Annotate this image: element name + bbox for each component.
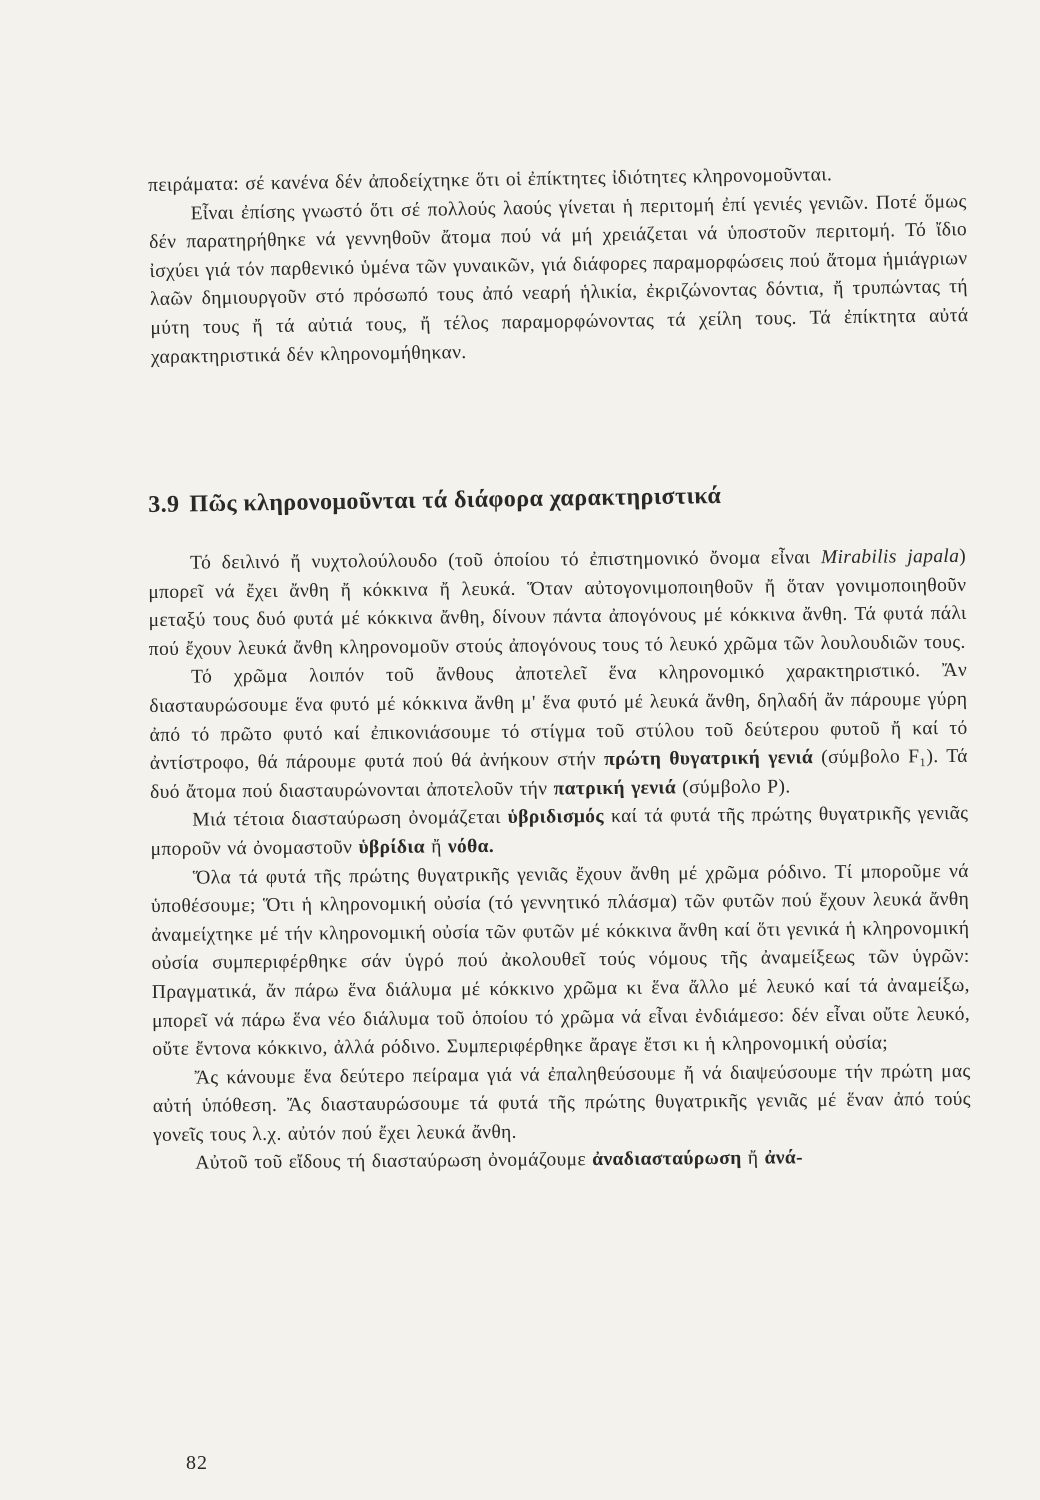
section-title: Πῶς κληρονομοῦνται τά διάφορα χαρακτηριστικά <box>189 482 722 518</box>
section-heading <box>148 483 721 519</box>
paragraph-backcross <box>153 1143 971 1179</box>
term-bastards: νόθα. <box>447 835 495 858</box>
paragraph-circumcision: Εἶναι ἐπίσης γνωστό ὅτι σέ πολλούς λαούς γίνεται ἡ περιτομή ἐπί γενιές γενιῶν. Ποτέ ὅμως δέν παρατηρήθηκε νά γεννηθοῦν ἄτομα πού νά μή χρειάζεται νά ὑποστοῦν περιτομή. Τό ἴδιο ἰσχύει γιά τόν παρθενικό ὑμένα τῶν γυναικῶν, γιά διάφορες παραμορφώσεις πού ἄτομα ἡμιάγριων λαῶν δημιουργοῦν στό πρόσωπό τους ἀπό νεαρή ἡλικία, ἐκριζώνοντας δόντια, ἤ τρυπώντας τή μύτη τους ἤ τά αὐτιά τους, ἤ τέλος παραμορφώνοντας τά χείλη τους. Τά ἐπίκτητα αὐτά χαρακτηριστικά δέν κληρονομήθηκαν. <box>148 190 969 368</box>
page-number: 82 <box>186 1452 208 1474</box>
text-run: Τό χρῶμα λοιπόν τοῦ ἄνθους ἀποτελεῖ ἕνα κληρονομικό χαρακτηριστικό. Ἄν διασταυρώσουμε ἕνα φυτό μέ κόκκινα ἄνθη μ' ἕνα φυτό μέ λευκά ἄνθη, δηλαδή ἄν πάρουμε γύρη ἀπό τό πρῶτο φυτό καί ἐπικονιάσουμε τό στίγμα τοῦ στύλου τοῦ δεύτερου φυτοῦ ἤ καί τό ἀντίστροφο, θά πάρουμε φυτά πού θά ἀνήκουν στήν <box>149 660 968 775</box>
paragraph-hybridization <box>150 800 968 864</box>
term-backcross: ἀναδιασταύρωση <box>592 1148 742 1171</box>
text-run: Μιά τέτοια διασταύρωση ὀνομάζεται <box>192 807 508 831</box>
paragraph-flower-color <box>149 657 968 807</box>
term-first-filial: πρώτη θυγατρική γενιά <box>603 747 814 771</box>
text-run: ἤ <box>741 1148 765 1170</box>
term-parental: πατρική γενιά <box>553 777 677 800</box>
paragraph-mirabilis <box>148 543 967 665</box>
section-number: 3.9 <box>148 491 180 518</box>
text-run: (σύμβολο F₁). Τά δυό ἄτομα πού διασταυρώνονται ἀποτελοῦν τήν <box>150 746 968 803</box>
term-hybridization: ὑβριδισμός <box>507 806 605 829</box>
term-backcross-cont: ἀνά- <box>764 1147 804 1170</box>
text-run: ) μπορεῖ νά ἔχει ἄνθη ἤ κόκκινα ἤ λευκά. Ὅταν αὐτογονιμοποιηθοῦν ἤ ὅταν γονιμοποιηθοῦν μεταξύ τους δυό φυτά μέ κόκκινα ἄνθη, δίνουν πάντα ἀπογόνους μέ κόκκινα ἄνθη. Τά φυτά πάλι πού ἔχουν λευκά ἄνθη κληρονομοῦν στούς ἀπογόνους τους τό λευκό χρῶμα τῶν λουλουδιῶν τους. <box>148 545 967 660</box>
text-run: Αὐτοῦ τοῦ εἴδους τή διασταύρωση ὀνομάζουμε <box>195 1149 593 1175</box>
paragraph-second-experiment: Ἄς κάνουμε ἕνα δεύτερο πείραμα γιά νά ἐπαληθεύσουμε ἤ νά διαψεύσουμε τήν πρώτη μας αὐτή ὑπόθεση. Ἄς διασταυρώσουμε τά φυτά τῆς πρώτης θυγατρικῆς γενιᾶς μέ ἕναν ἀπό τούς γονεῖς τους λ.χ. αὐτόν πού ἔχει λευκά ἄνθη. <box>152 1060 971 1146</box>
paragraph-pink-hypothesis: Ὅλα τά φυτά τῆς πρώτης θυγατρικῆς γενιᾶς ἔχουν ἄνθη μέ χρῶμα ρόδινο. Τί μποροῦμε νά ὑποθέσουμε; Ὅτι ἡ κληρονομική οὐσία (τό γεννητικό πλάσμα) τῶν φυτῶν πού ἔχουν λευκά ἄνθη ἀναμείχτηκε μέ τήν κληρονομική οὐσία τῶν φυτῶν μέ κόκκινα ἄνθη καί ὅτι γενικά ἡ κληρονομική οὐσία συμπεριφέρθηκε σάν ὑγρό πού ἀκολουθεῖ τούς νόμους τῆς ἀναμείξεως τῶν ὑγρῶν: Πραγματικά, ἄν πάρω ἕνα διάλυμα μέ κόκκινο χρῶμα κι ἕνα ἄλλο μέ λευκό καί τά ἀναμείξω, μπορεῖ νά πάρω ἕνα νέο διάλυμα τοῦ ὁποίου τό χρῶμα νά εἶναι ἐνδιάμεσο: δέν εἶναι οὔτε λευκό, οὔτε ἔντονα κόκκινο, ἀλλά ρόδινο. Συμπεριφέρθηκε ἄραγε ἔτσι κι ἡ κληρονομική οὐσία; <box>151 860 971 1061</box>
text-run: (σύμβολο P). <box>675 776 791 799</box>
term-hybrids: ὑβρίδια <box>358 836 426 859</box>
text-run: ἤ <box>424 836 449 858</box>
text-run: καί τά φυτά τῆς πρώτης θυγατρικῆς γενιᾶς μποροῦν νά ὀνομαστοῦν <box>150 803 969 860</box>
paragraph-continuation: πειράματα: σέ κανένα δέν ἀποδείχτηκε ὅτι οἱ ἐπίκτητες ἰδιότητες κληρονομοῦνται. <box>148 164 833 196</box>
section-body-block <box>148 543 971 1179</box>
intro-text-block <box>148 159 969 372</box>
text-run: Τό δειλινό ἤ νυχτολούλουδο (τοῦ ὁποίου τό ἐπιστημονικό ὄνομα εἶναι <box>190 547 822 574</box>
species-name: Mirabilis japala <box>820 545 960 569</box>
